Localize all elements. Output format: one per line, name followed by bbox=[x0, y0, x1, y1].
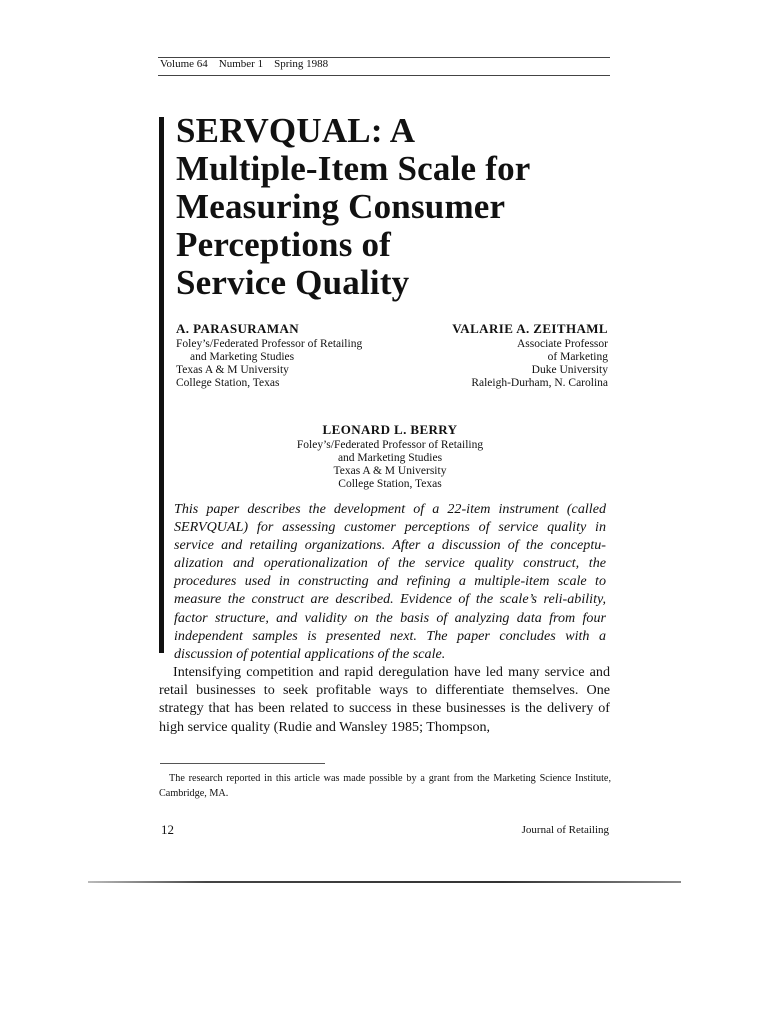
season-label: Spring 1988 bbox=[274, 58, 329, 70]
title-line: Measuring Consumer bbox=[176, 187, 506, 226]
affiliation-line: Foley’s/Federated Professor of Retailing bbox=[176, 338, 363, 350]
number-label: Number 1 bbox=[218, 58, 264, 70]
body-paragraph: Intensifying competition and rapid deregulation have led many service and retail businesses to seek profitable ways to differentiate themselves. One strategy that has been related to success in these businesses is the delivery of high service quality (Rudie and Wansley 1985; Thompson, bbox=[159, 664, 610, 735]
header-rule-bottom bbox=[158, 75, 610, 76]
sidebar-accent-bar bbox=[159, 117, 164, 653]
body-text bbox=[159, 663, 610, 736]
author-block-zeithaml bbox=[452, 322, 608, 390]
author-name: A. PARASURAMAN bbox=[176, 321, 300, 336]
title-line: Service Quality bbox=[176, 263, 410, 302]
journal-name: Journal of Retailing bbox=[521, 824, 609, 836]
affiliation-line: Duke University bbox=[531, 364, 608, 376]
affiliation-line: College Station, Texas bbox=[176, 377, 280, 389]
affiliation-line: College Station, Texas bbox=[338, 478, 442, 490]
affiliation-line: and Marketing Studies bbox=[337, 452, 443, 464]
affiliation-line: Raleigh-Durham, N. Carolina bbox=[471, 377, 608, 389]
author-affiliation bbox=[176, 338, 362, 390]
scan-edge-line bbox=[88, 881, 681, 883]
author-affiliation bbox=[452, 338, 608, 390]
author-name: LEONARD L. BERRY bbox=[322, 422, 458, 437]
footnote bbox=[159, 771, 611, 801]
author-affiliation bbox=[230, 439, 550, 491]
volume-label: Volume 64 bbox=[160, 58, 208, 70]
title-line: Multiple-Item Scale for bbox=[176, 149, 531, 188]
affiliation-line: Texas A & M University bbox=[176, 364, 289, 376]
title-line: Perceptions of bbox=[176, 225, 392, 264]
issue-line bbox=[160, 58, 328, 70]
author-block-berry bbox=[230, 423, 550, 491]
article-title bbox=[176, 112, 531, 302]
page-number: 12 bbox=[161, 822, 174, 837]
title-line: SERVQUAL: A bbox=[176, 111, 416, 150]
affiliation-line: of Marketing bbox=[547, 351, 608, 363]
footnote-text: The research reported in this article was made possible by a grant from the Marketing Science Institute, Cambridge, MA. bbox=[159, 773, 611, 799]
abstract: This paper describes the development of a 22-item instrument (called SERVQUAL) for assessing customer perceptions of service quality in service and retailing organizations. After a discussion of the conceptu-alization and operationalization of the service quality construct, the procedures used in constructing and refining a multiple-item scale to measure the construct are described. Evidence of the scale’s reli-ability, factor structure, and validity on the basis of analyzing data from four independent samples is presented next. The paper concludes with a discussion of potential applications of the scale. bbox=[174, 501, 606, 662]
footnote-rule bbox=[160, 763, 325, 764]
author-block-parasuraman bbox=[176, 322, 362, 390]
affiliation-line: Texas A & M University bbox=[333, 465, 447, 477]
affiliation-line: Foley’s/Federated Professor of Retailing bbox=[296, 439, 484, 451]
author-name: VALARIE A. ZEITHAML bbox=[452, 321, 608, 336]
affiliation-line: and Marketing Studies bbox=[190, 351, 295, 363]
affiliation-line: Associate Professor bbox=[516, 338, 608, 350]
